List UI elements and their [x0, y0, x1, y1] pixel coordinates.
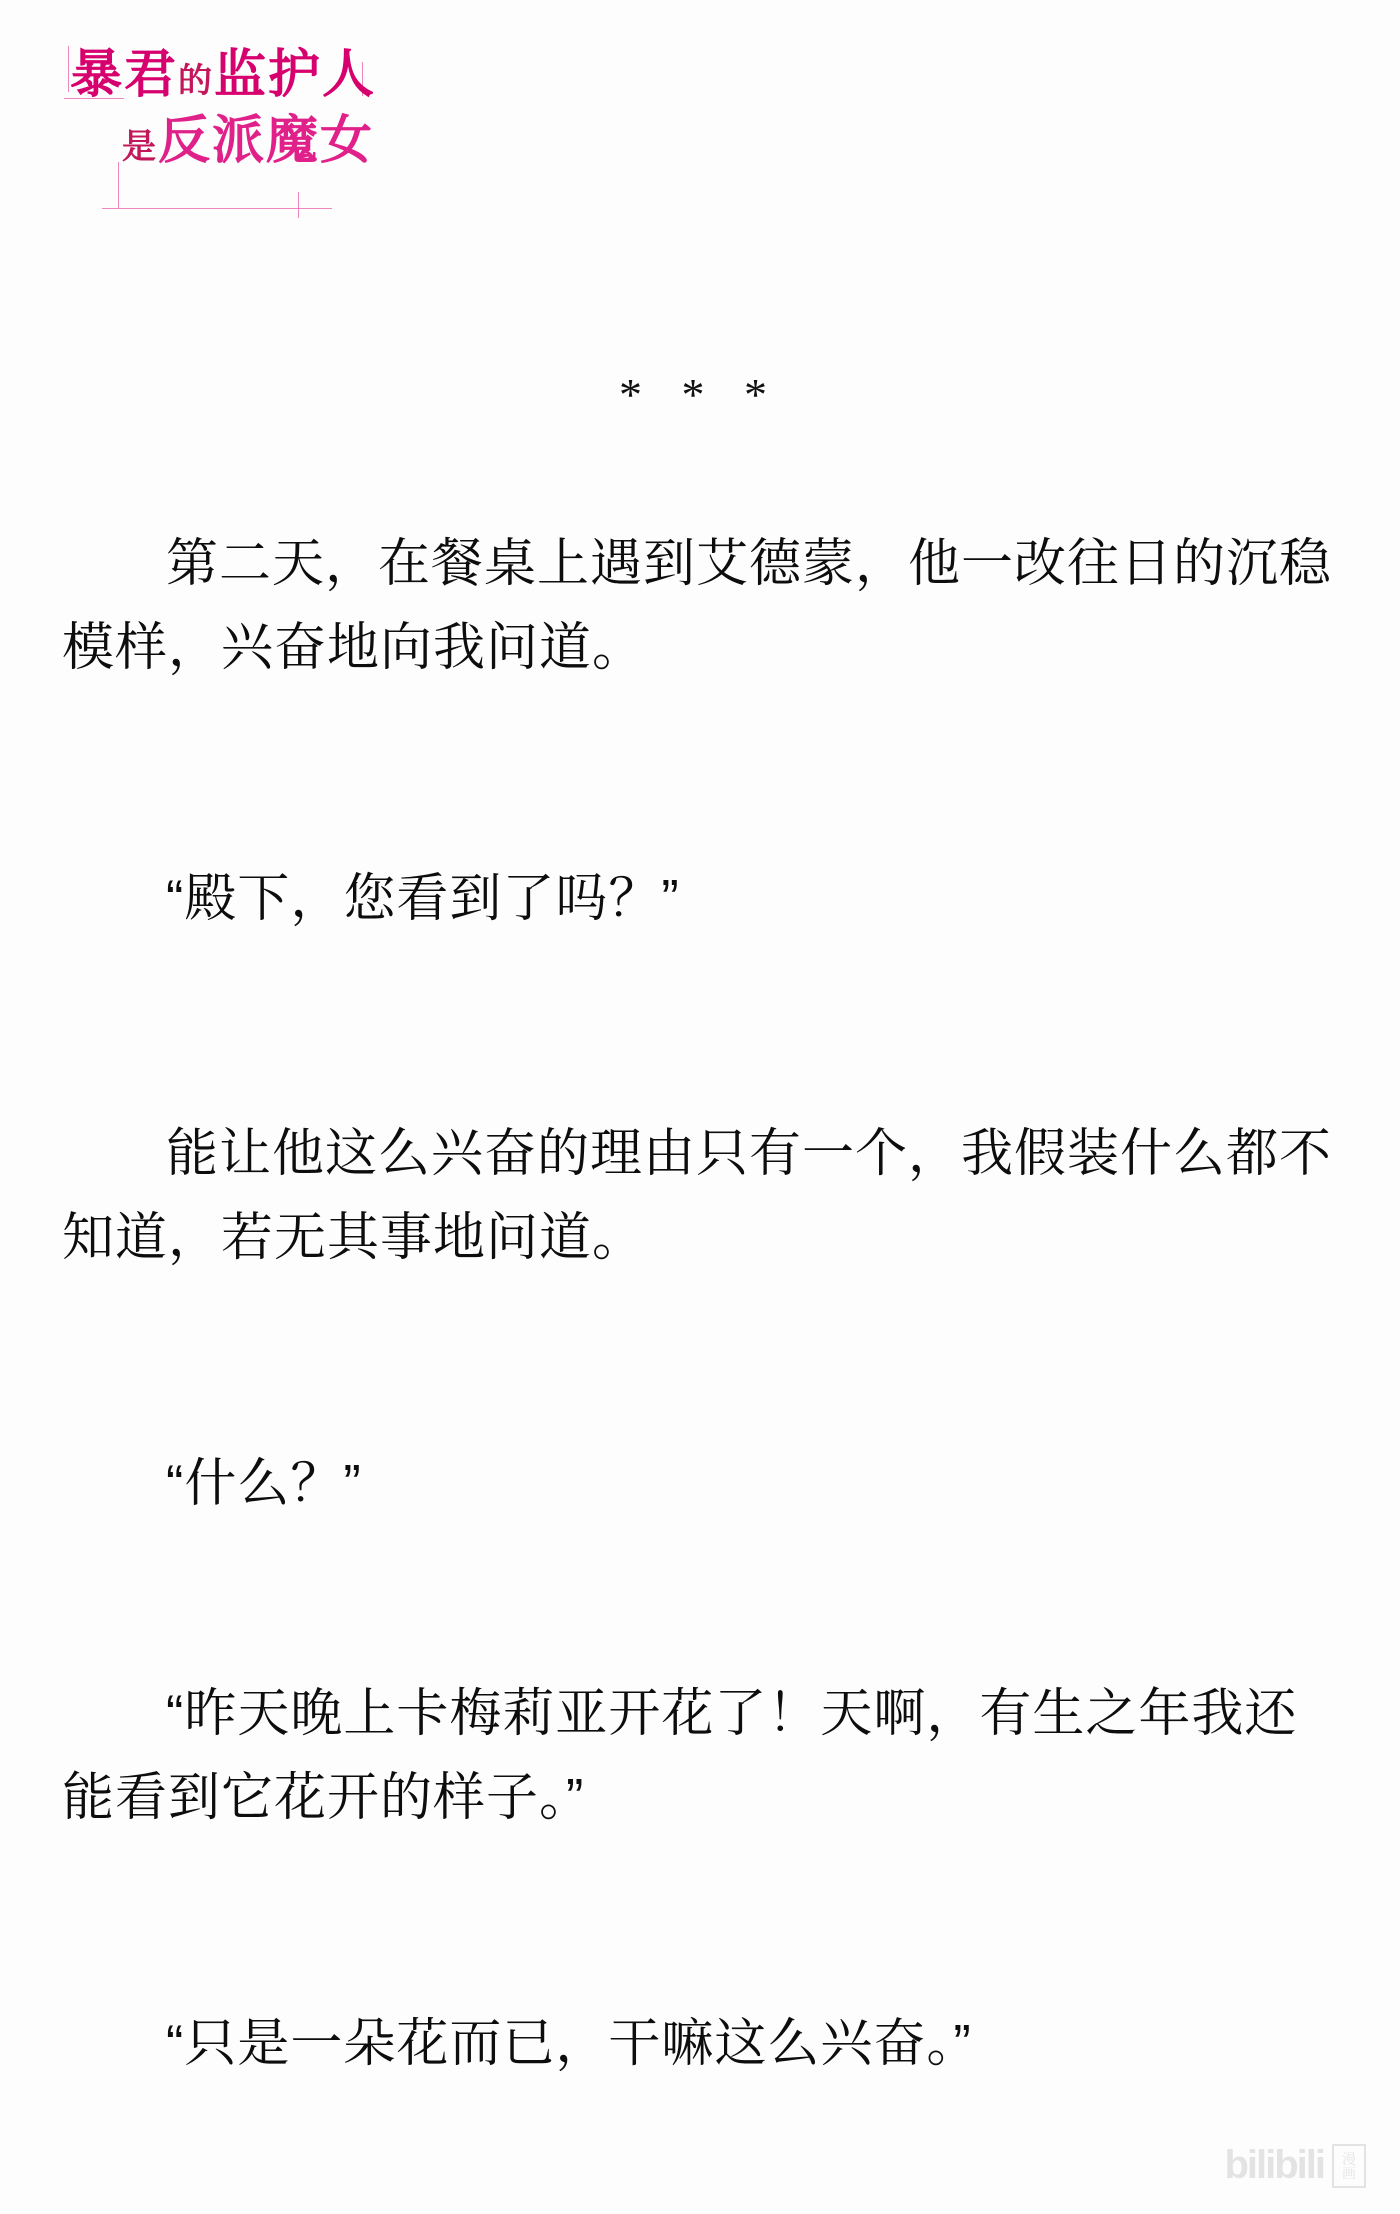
- paragraph: 能让他这么兴奋的理由只有一个，我假装什么都不知道，若无其事地问道。: [62, 1125, 1333, 1268]
- logo-line-two-particle: 是: [122, 129, 158, 166]
- logo-line-two: [122, 113, 375, 170]
- logo-line-one: [70, 47, 377, 104]
- paragraph: “什么？”: [166, 1455, 362, 1513]
- paragraph: “昨天晚上卡梅莉亚开花了！天啊，有生之年我还能看到它花开的样子。”: [62, 1685, 1298, 1828]
- paragraph: “只是一朵花而已，干嘛这么兴奋。”: [166, 2015, 972, 2073]
- watermark-badge: [1332, 2144, 1366, 2188]
- logo-line-two-main: 反派魔女: [158, 113, 375, 170]
- logo-line-one-main: 暴君: [70, 47, 179, 104]
- watermark-badge-bottom: 画: [1342, 2165, 1356, 2181]
- logo-line-one-rest: 监护人: [214, 47, 377, 104]
- bilibili-watermark: [1224, 2143, 1366, 2188]
- watermark-badge-top: 漫: [1342, 2151, 1356, 2167]
- logo-line-one-particle: 的: [178, 63, 215, 100]
- paragraph: 第二天，在餐桌上遇到艾德蒙，他一改往日的沉稳模样，兴奋地向我问道。: [62, 535, 1333, 678]
- scene-divider: * * *: [619, 369, 781, 420]
- logo-decor-line: [118, 162, 119, 208]
- series-title-logo: [62, 42, 482, 222]
- paragraph: “殿下，您看到了吗？”: [166, 870, 680, 928]
- watermark-brand: bilibili: [1224, 2143, 1324, 2187]
- logo-decor-line: [298, 192, 299, 218]
- logo-decor-line: [68, 46, 69, 92]
